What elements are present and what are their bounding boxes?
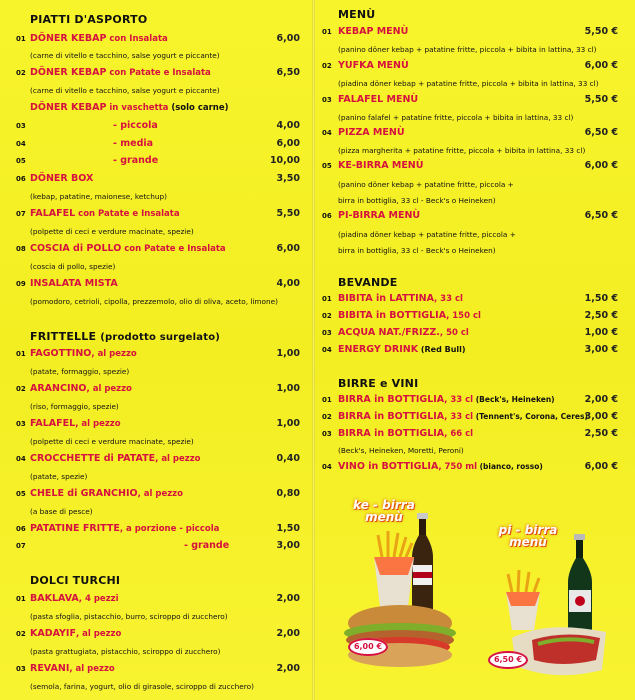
item-description: (pomodoro, cetrioli, cipolla, prezzemolo, olio di oliva, aceto, limone): [30, 297, 278, 306]
item-name-part: BIBITA in LATTINA: [338, 293, 434, 304]
item-name: [30, 593, 119, 604]
item-name: [30, 453, 201, 464]
item-description: (patate, formaggio, spezie): [30, 367, 130, 376]
item-description: birra in bottiglia, 33 cl - Beck's o Heineken): [338, 246, 496, 255]
menu-item: [316, 428, 622, 442]
item-number: 06: [16, 175, 26, 183]
item-number: 03: [322, 430, 332, 438]
item-name: [338, 310, 481, 321]
item-number: 02: [322, 413, 332, 421]
menu-item: [316, 26, 622, 40]
item-name-part: , 33 cl: [444, 412, 474, 422]
item-number: 03: [16, 122, 26, 130]
item-name-part: in vaschetta: [106, 103, 169, 113]
item-price: 6,00 €: [584, 160, 618, 171]
item-size: - piccola: [113, 120, 158, 131]
menu-item: [316, 411, 622, 425]
item-description: (polpette di ceci e verdure macinate, spezie): [30, 437, 194, 446]
item-name-part: CROCCHETTE di PATATE: [30, 453, 156, 464]
item-number: 08: [16, 245, 26, 253]
item-name-part: , 50 cl: [439, 328, 469, 338]
item-description: (panino falafel + patatine fritte, piccola + bibita in lattina, 33 cl): [338, 113, 574, 122]
item-price: 4,00: [276, 278, 300, 289]
item-name: [338, 344, 466, 355]
item-name: [30, 102, 229, 113]
item-price: 2,00: [276, 628, 300, 639]
item-name: PI-BIRRA MENÙ: [338, 210, 421, 221]
menu-item: [0, 173, 304, 187]
item-price: 5,50 €: [584, 94, 618, 105]
item-number: 03: [322, 96, 332, 104]
item-number: 04: [16, 455, 26, 463]
item-name-part: , al pezzo: [75, 629, 122, 639]
item-description: (riso, formaggio, spezie): [30, 402, 119, 411]
item-name-part: con Patate e Insalata: [106, 68, 211, 78]
menu-item: [0, 243, 304, 257]
menu-item: [316, 60, 622, 74]
item-price: 1,50: [276, 523, 300, 534]
item-number: 01: [16, 350, 26, 358]
item-name: [30, 628, 121, 639]
item-name: [338, 428, 473, 439]
item-price: 6,00: [276, 243, 300, 254]
item-price: 6,00: [276, 138, 300, 149]
item-name-part: (Red Bull): [418, 345, 466, 354]
section-title-bevande: BEVANDE: [338, 276, 398, 289]
item-number: 05: [16, 490, 26, 498]
item-number: 02: [322, 312, 332, 320]
item-name-part: BIBITA in BOTTIGLIA: [338, 310, 447, 321]
item-name-part: (Tennent's, Corona, Ceres): [473, 412, 588, 421]
menu-item: [316, 160, 622, 174]
item-description: (semola, farina, yogurt, olio di girasole, sciroppo di zucchero): [30, 682, 254, 691]
item-name-part: , al pezzo: [69, 664, 115, 674]
item-number: 05: [16, 157, 26, 165]
item-description: (a base di pesce): [30, 507, 93, 516]
item-name-part: BIRRA in BOTTIGLIA: [338, 394, 445, 405]
promo-price-badge: 6,00 €: [348, 638, 388, 656]
item-name: [30, 208, 180, 219]
menu-item: [316, 127, 622, 141]
item-description: birra in bottiglia, 33 cl - Beck's o Heineken): [338, 196, 496, 205]
item-price: 2,50 €: [584, 310, 618, 321]
item-size: - grande: [184, 540, 230, 551]
menu-item: [0, 348, 304, 362]
piadina-beer-illustration: [486, 520, 622, 698]
item-name-part: , al pezzo: [86, 384, 132, 394]
item-number: 03: [16, 420, 26, 428]
item-description: (polpette di ceci e verdure macinate, spezie): [30, 227, 194, 236]
menu-item: [0, 628, 304, 642]
item-description: (kebap, patatine, maionese, ketchup): [30, 192, 167, 201]
item-size: - grande: [113, 155, 159, 166]
item-number: 02: [16, 385, 26, 393]
menu-item-size: [0, 155, 304, 169]
item-name-part: ENERGY DRINK: [338, 344, 419, 355]
item-price: 6,00 €: [584, 461, 618, 472]
item-name: [30, 523, 219, 534]
item-name: [338, 293, 463, 304]
item-number: 04: [16, 140, 26, 148]
item-name-part: VINO in BOTTIGLIA: [338, 461, 439, 472]
menu-item: [0, 453, 304, 467]
item-name-part: FALAFEL: [30, 418, 76, 429]
item-number: 02: [16, 630, 26, 638]
item-number: 01: [16, 595, 26, 603]
item-number: 01: [16, 35, 26, 43]
item-name-part: ACQUA NAT./FRIZZ.: [338, 327, 440, 338]
promo-title: ke - birra menù: [353, 498, 415, 524]
section-title-piatti: PIATTI D'ASPORTO: [30, 13, 148, 26]
menu-item: [0, 663, 304, 677]
menu-item: [0, 33, 304, 47]
item-number: 03: [16, 665, 26, 673]
item-description: (Beck's, Heineken, Moretti, Peroni): [338, 446, 464, 455]
item-price: 10,00: [269, 155, 300, 166]
item-name-part: ARANCINO: [30, 383, 87, 394]
item-description: (panino döner kebap + patatine fritte, piccola + bibita in lattina, 33 cl): [338, 45, 597, 54]
item-name: [30, 243, 226, 254]
item-name-part: (Beck's, Heineken): [473, 395, 555, 404]
item-name-part: con Patate e Insalata: [75, 209, 180, 219]
item-description: (patate, spezie): [30, 472, 88, 481]
item-name-part: , 66 cl: [444, 429, 474, 439]
item-price: 5,50: [276, 208, 300, 219]
promo-pi-birra: [486, 520, 622, 698]
item-number: 01: [322, 28, 332, 36]
menu-item-size: [0, 540, 304, 554]
section-title-menu: MENÙ: [338, 8, 376, 21]
item-size: - media: [113, 138, 154, 149]
menu-item: [0, 67, 304, 81]
item-name-part: , 750 ml: [438, 462, 477, 472]
item-name-part: PATATINE FRITTE: [30, 523, 120, 534]
menu-item: [0, 208, 304, 222]
item-name-part: KADAYIF: [30, 628, 76, 639]
item-name-part: FALAFEL: [30, 208, 76, 219]
item-price: 1,00: [276, 348, 300, 359]
section-title-dolci: DOLCI TURCHI: [30, 574, 121, 587]
item-name: [338, 461, 543, 472]
item-name: YUFKA MENÙ: [338, 60, 409, 71]
item-price: 1,00: [276, 383, 300, 394]
item-price: 2,50 €: [584, 428, 618, 439]
menu-item-size: [0, 120, 304, 134]
item-name-part: , 150 cl: [446, 311, 481, 321]
item-description: (piadina döner kebap + patatine fritte, piccola +: [338, 230, 516, 239]
item-description: (pizza margherita + patatine fritte, piccola + bibita in lattina, 33 cl): [338, 146, 586, 155]
menu-item: [0, 383, 304, 397]
item-price: 1,00: [276, 418, 300, 429]
item-name: [30, 348, 137, 359]
item-number: 01: [322, 295, 332, 303]
item-name: KE-BIRRA MENÙ: [338, 160, 424, 171]
item-name: INSALATA MISTA: [30, 278, 118, 289]
item-name: DÖNER BOX: [30, 173, 94, 184]
menu-item: [316, 210, 622, 224]
item-name: [30, 663, 115, 674]
item-name-part: , 33 cl: [433, 294, 463, 304]
item-name-part: , al pezzo: [155, 454, 201, 464]
item-description: (pasta sfoglia, pistacchio, burro, sciroppo di zucchero): [30, 612, 228, 621]
item-price: 1,50 €: [584, 293, 618, 304]
item-name: [30, 67, 211, 78]
section-title-frittelle: FRITTELLE (prodotto surgelato): [30, 330, 221, 343]
menu-item-size: [0, 138, 304, 152]
item-number: 04: [322, 463, 332, 471]
item-number: 01: [322, 396, 332, 404]
item-name-part: , al pezzo: [75, 419, 121, 429]
menu-item: [0, 278, 304, 292]
menu-item: [316, 327, 622, 341]
item-name: FALAFEL MENÙ: [338, 94, 419, 105]
item-price: 0,40: [276, 453, 300, 464]
item-name-part: CHELE di GRANCHIO: [30, 488, 138, 499]
item-name-part: , 33 cl: [444, 395, 474, 405]
item-name-part: con Patate e Insalata: [121, 244, 226, 254]
item-price: 1,00 €: [584, 327, 618, 338]
item-price: 3,50: [276, 173, 300, 184]
item-number: 09: [16, 280, 26, 288]
promo-price-badge: 6,50 €: [488, 651, 528, 669]
item-description: (piadina döner kebap + patatine fritte, piccola + bibita in lattina, 33 cl): [338, 79, 599, 88]
item-number: 02: [322, 62, 332, 70]
item-name-part: BIRRA in BOTTIGLIA: [338, 411, 445, 422]
item-name-part: DÖNER KEBAP: [30, 67, 107, 78]
item-number: 06: [322, 212, 332, 220]
item-description: (carne di vitello e tacchino, salse yogurt e piccante): [30, 86, 220, 95]
item-name: PIZZA MENÙ: [338, 127, 405, 138]
item-price: 3,00: [276, 540, 300, 551]
item-name-part: DÖNER KEBAP: [30, 102, 107, 113]
menu-item: [0, 102, 304, 116]
menu-item: [316, 461, 622, 475]
item-description: (pasta grattugiata, pistacchio, sciroppo di zucchero): [30, 647, 221, 656]
item-price: 5,50 €: [584, 26, 618, 37]
menu-item: [0, 418, 304, 432]
item-name-part: , al pezzo: [91, 349, 137, 359]
menu-item: [0, 488, 304, 502]
item-name-part: FAGOTTINO: [30, 348, 92, 359]
page-fold: [312, 0, 315, 700]
item-name-part: con Insalata: [106, 34, 168, 44]
item-name-part: , a porzione - piccola: [119, 524, 220, 534]
menu-item: [316, 293, 622, 307]
item-name-part: (solo carne): [168, 103, 229, 113]
kebab-beer-illustration: [336, 495, 486, 695]
promo-title: pi - birra menù: [498, 523, 558, 549]
item-price: 3,00 €: [584, 344, 618, 355]
item-description: (carne di vitello e tacchino, salse yogurt e piccante): [30, 51, 220, 60]
item-price: 2,00 €: [584, 394, 618, 405]
item-number: 06: [16, 525, 26, 533]
item-name-part: DÖNER KEBAP: [30, 33, 107, 44]
item-price: 6,50: [276, 67, 300, 78]
section-title-birre: BIRRE e VINI: [338, 377, 419, 390]
item-price: 6,50 €: [584, 127, 618, 138]
menu-item: [0, 523, 304, 537]
item-number: 05: [322, 162, 332, 170]
item-number: 02: [16, 69, 26, 77]
menu-item: [316, 394, 622, 408]
item-name: [30, 418, 121, 429]
item-name: [30, 33, 168, 44]
item-price: 2,00: [276, 593, 300, 604]
item-name-part: REVANI: [30, 663, 70, 674]
menu-item: [0, 593, 304, 607]
item-name: [338, 394, 555, 405]
item-number: 04: [322, 129, 332, 137]
item-name: [338, 411, 588, 422]
item-name: [338, 327, 469, 338]
item-price: 6,00: [276, 33, 300, 44]
menu-item: [316, 344, 622, 358]
item-name-part: BAKLAVA: [30, 593, 79, 604]
item-description: (coscia di pollo, spezie): [30, 262, 116, 271]
item-price: 6,00 €: [584, 60, 618, 71]
item-price: 6,50 €: [584, 210, 618, 221]
item-name: KEBAP MENÙ: [338, 26, 409, 37]
item-price: 2,00: [276, 663, 300, 674]
item-number: 04: [322, 346, 332, 354]
item-name: [30, 488, 183, 499]
item-name-part: , al pezzo: [137, 489, 183, 499]
item-price: 4,00: [276, 120, 300, 131]
item-name: [30, 383, 132, 394]
item-name-part: COSCIA di POLLO: [30, 243, 122, 254]
item-number: 07: [16, 210, 26, 218]
item-description: (panino döner kebap + patatine fritte, piccola +: [338, 180, 514, 189]
menu-item: [316, 94, 622, 108]
item-name-part: BIRRA in BOTTIGLIA: [338, 428, 445, 439]
item-number: 03: [322, 329, 332, 337]
item-number: 07: [16, 542, 26, 550]
item-price: 0,80: [276, 488, 300, 499]
promo-ke-birra: [336, 495, 486, 695]
item-name-part: (bianco, rosso): [477, 462, 543, 471]
item-price: 3,00 €: [584, 411, 618, 422]
menu-item: [316, 310, 622, 324]
item-name-part: , 4 pezzi: [78, 594, 119, 604]
